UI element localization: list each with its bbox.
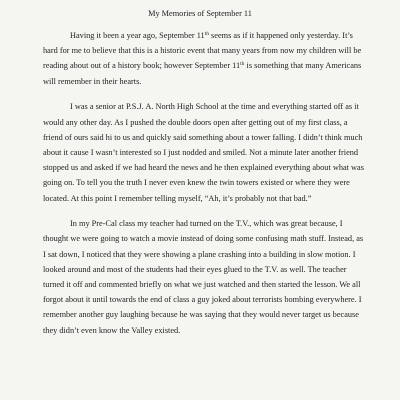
paragraph-line: friend of ours said hi to us and quickly said something about a tower falling. I didn’t think much	[43, 132, 363, 142]
paragraph-line: Having it been a year ago, September 11th seems as if it happened only yesterday. It’s	[70, 31, 353, 40]
paragraph-line: thought we were going to watch a movie instead of doing some confusing math stuff. Instead, as	[43, 234, 364, 244]
paragraph-line: stopped us and asked if we had heard the news and he then explained everything about what was	[43, 163, 364, 173]
paragraph-line: going on. To tell you the truth I never even knew the twin towers existed or where they were	[43, 178, 350, 188]
paragraph-line: turned it off and commented briefly on what we just watched and then started the lesson. We all	[43, 280, 361, 290]
paragraph-line: remember another guy laughing because he was saying that they would never target us because	[43, 310, 359, 320]
paragraph-line: I sat down, I noticed that they were showing a plane crashing into a building in slow motion. I	[43, 249, 356, 259]
paragraph-line: In my Pre-Cal class my teacher had turned on the T.V., which was great because, I	[70, 219, 343, 229]
paragraph-2	[43, 99, 364, 205]
paragraph-line: looked around and most of the students had their eyes glued to the T.V. as well. The teacher	[43, 264, 347, 274]
paragraph-line: forgot about it until towards the end of class a guy joked about terrorists bombing everywhere. I	[43, 295, 362, 305]
paragraph-line: about it cause I wasn’t interested so I just nodded and smiled. Not a minute later another friend	[43, 147, 359, 157]
paragraph-line: located. At this point I remember telling myself, “Ah, it’s probably not that bad.”	[43, 193, 312, 203]
paragraph-line: hard for me to believe that this is a historic event that many years from now my children will be	[43, 46, 362, 56]
paragraph-3	[43, 216, 364, 338]
paragraph-line: I was a senior at P.S.J. A. North High School at the time and everything started off as it	[70, 102, 359, 112]
paragraph-line: will remember in their hearts.	[43, 76, 142, 86]
paragraph-1	[43, 28, 362, 89]
paragraph-line: they didn’t even know the Valley existed.	[43, 325, 181, 335]
paragraph-line: would any other day. As I pushed the double doors open after getting out of my first class, a	[43, 117, 348, 127]
document-title: My Memories of September 11	[148, 9, 252, 18]
paragraph-line: reading about out of a history book; however September 11th is something that many Americans	[43, 61, 362, 71]
